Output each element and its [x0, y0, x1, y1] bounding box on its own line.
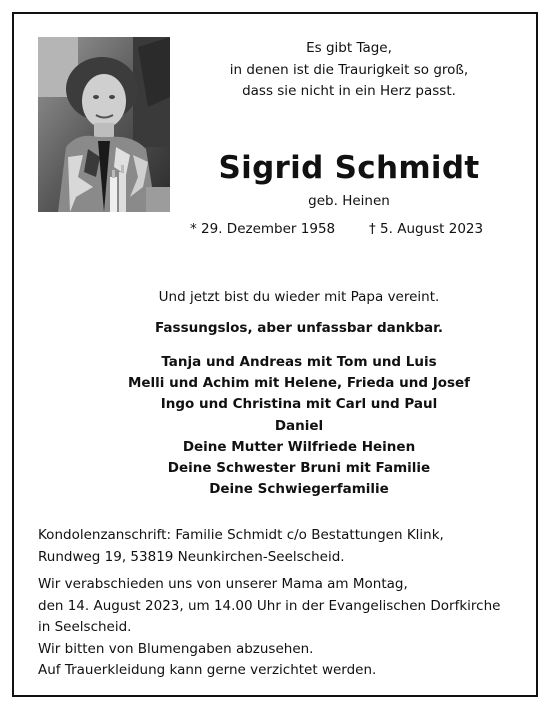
reunited-line: Und jetzt bist du wieder mit Papa vereint.	[158, 289, 440, 305]
mourner-line: Tanja und Andreas mit Tom und Luis	[161, 354, 437, 370]
quote-line: in denen ist die Traurigkeit so groß,	[229, 61, 469, 78]
closing-line: den 14. August 2023, um 14.00 Uhr in der Evangelischen Dorfkirche	[38, 597, 501, 614]
mourners-list	[54, 352, 544, 500]
death-date: † 5. August 2023	[369, 221, 484, 237]
mourner-line: Daniel	[274, 417, 324, 434]
closing-line: Auf Trauerkleidung kann gerne verzichtet werden.	[38, 662, 377, 678]
mourner-line: Ingo und Christina mit Carl und Paul	[160, 396, 438, 413]
closing-line: Wir bitten von Blumengaben abzusehen.	[38, 640, 314, 657]
portrait-image	[38, 37, 170, 212]
closing-line: Wir verabschieden uns von unserer Mama am Montag,	[38, 576, 408, 592]
grateful-line: Fassungslos, aber unfassbar dankbar.	[155, 320, 443, 336]
mourner-line: Deine Schwiegerfamilie	[209, 481, 389, 498]
condolence-address	[38, 525, 528, 568]
birth-date: * 29. Dezember 1958	[190, 221, 336, 237]
contact-line: Kondolenzanschrift: Familie Schmidt c/o Bestattungen Klink,	[38, 527, 444, 543]
quote-line: dass sie nicht in ein Herz passt.	[242, 83, 456, 99]
funeral-notice	[38, 574, 528, 682]
quote	[184, 38, 514, 103]
deceased-name: Sigrid Schmidt	[218, 150, 480, 186]
mourner-line: Melli und Achim mit Helene, Frieda und Josef	[127, 375, 471, 392]
mourner-line: Deine Mutter Wilfriede Heinen	[182, 438, 416, 455]
contact-line: Rundweg 19, 53819 Neunkirchen-Seelscheid.	[38, 548, 345, 565]
portrait-photo	[38, 37, 170, 212]
mourner-line: Deine Schwester Bruni mit Familie	[167, 460, 431, 477]
obituary-frame	[12, 12, 538, 697]
maiden-name: geb. Heinen	[308, 193, 390, 209]
quote-line: Es gibt Tage,	[306, 40, 392, 56]
closing-line: in Seelscheid.	[38, 619, 132, 635]
